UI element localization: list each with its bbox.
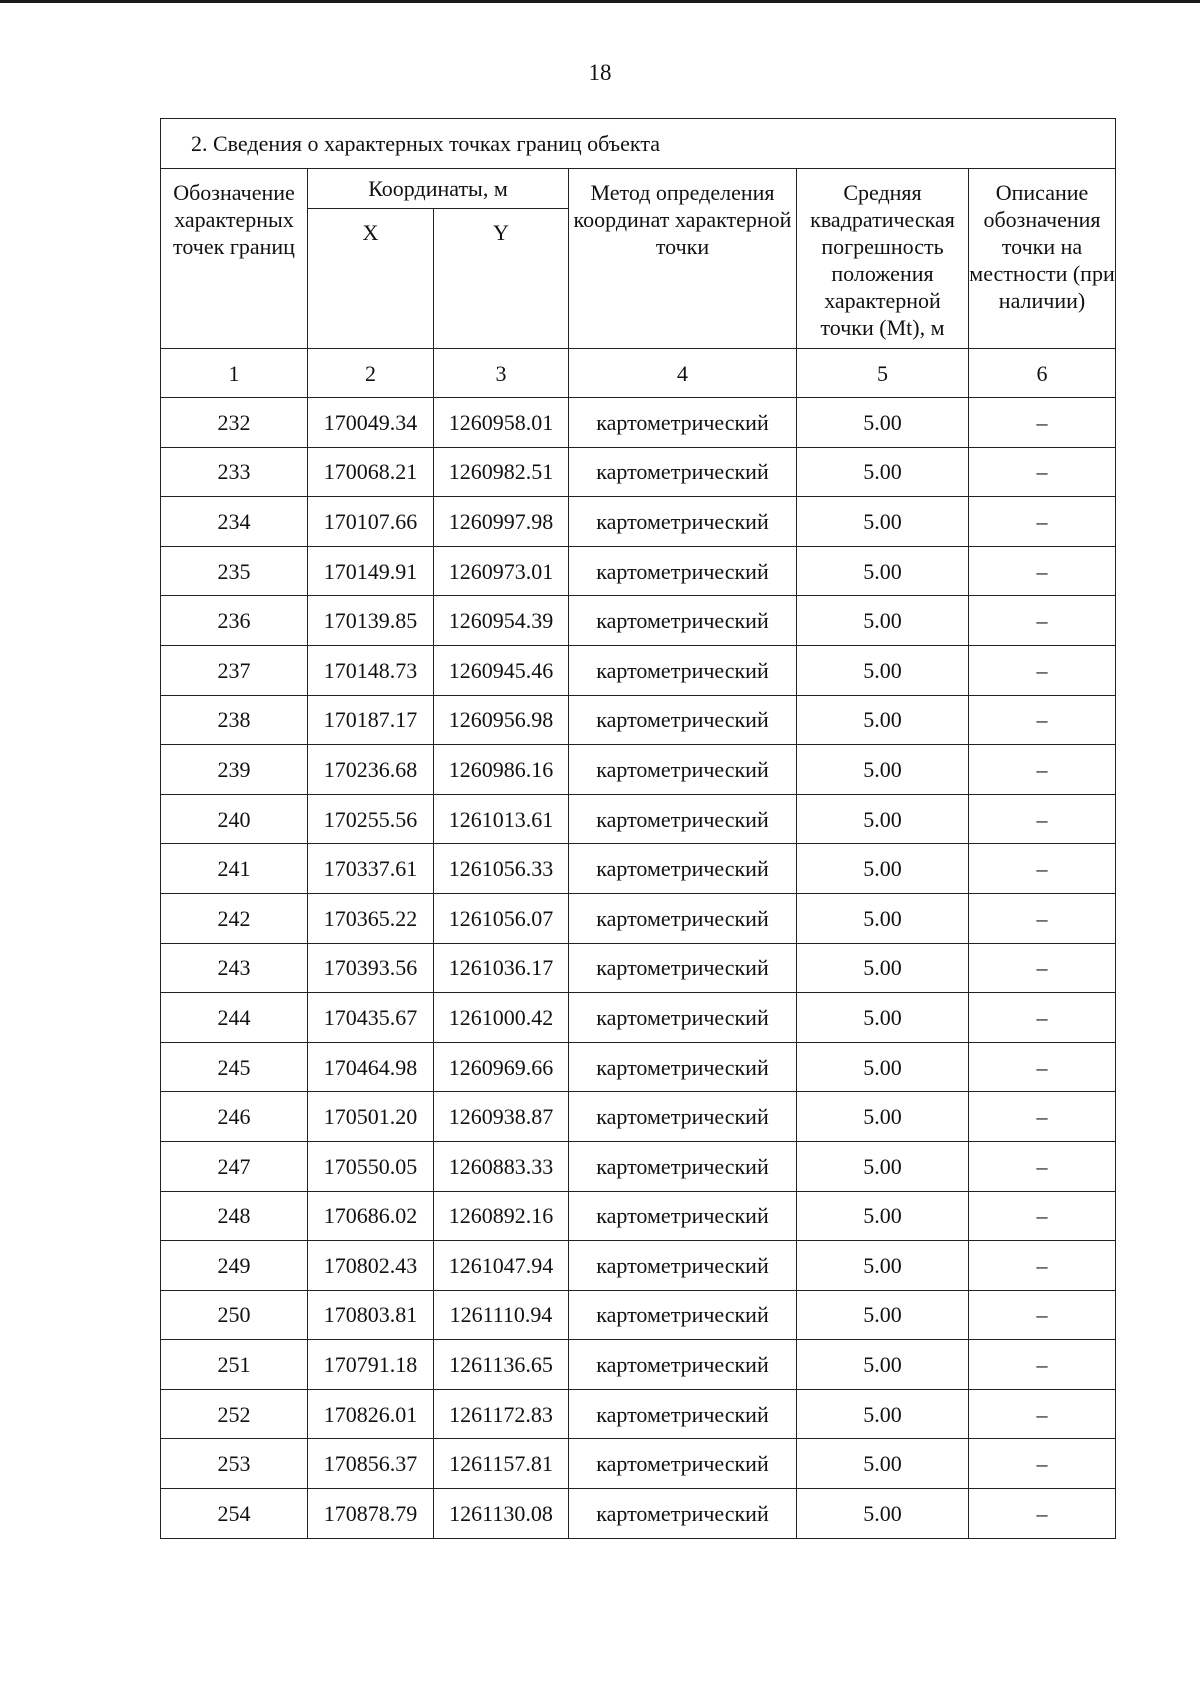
cell-y: 1261056.07 bbox=[434, 893, 569, 943]
cell-y: 1260969.66 bbox=[434, 1042, 569, 1092]
cell-y: 1260973.01 bbox=[434, 546, 569, 596]
cell-mt: 5.00 bbox=[797, 546, 969, 596]
cell-y: 1260982.51 bbox=[434, 447, 569, 497]
cell-description: – bbox=[969, 1389, 1116, 1439]
cell-y: 1261056.33 bbox=[434, 844, 569, 894]
table-row bbox=[161, 745, 1116, 795]
table-row bbox=[161, 546, 1116, 596]
cell-description: – bbox=[969, 1092, 1116, 1142]
cell-y: 1260883.33 bbox=[434, 1141, 569, 1191]
cell-method: картометрический bbox=[569, 1489, 797, 1539]
table-row bbox=[161, 447, 1116, 497]
cell-mt: 5.00 bbox=[797, 1191, 969, 1241]
cell-y: 1261036.17 bbox=[434, 943, 569, 993]
cell-description: – bbox=[969, 993, 1116, 1043]
cell-x: 170068.21 bbox=[308, 447, 434, 497]
table-row bbox=[161, 893, 1116, 943]
column-number: 4 bbox=[569, 349, 797, 398]
table-row bbox=[161, 1290, 1116, 1340]
cell-description: – bbox=[969, 1489, 1116, 1539]
table-row bbox=[161, 1141, 1116, 1191]
cell-x: 170878.79 bbox=[308, 1489, 434, 1539]
header-coordinates: Координаты, м bbox=[308, 169, 569, 209]
cell-point-id: 244 bbox=[161, 993, 308, 1043]
cell-method: картометрический bbox=[569, 1290, 797, 1340]
cell-x: 170435.67 bbox=[308, 993, 434, 1043]
cell-point-id: 247 bbox=[161, 1141, 308, 1191]
cell-point-id: 239 bbox=[161, 745, 308, 795]
table-row bbox=[161, 497, 1116, 547]
cell-x: 170791.18 bbox=[308, 1340, 434, 1390]
table-row bbox=[161, 844, 1116, 894]
column-number: 1 bbox=[161, 349, 308, 398]
table-row bbox=[161, 943, 1116, 993]
cell-point-id: 238 bbox=[161, 695, 308, 745]
table-row bbox=[161, 1439, 1116, 1489]
cell-description: – bbox=[969, 1439, 1116, 1489]
cell-description: – bbox=[969, 1042, 1116, 1092]
cell-point-id: 242 bbox=[161, 893, 308, 943]
cell-mt: 5.00 bbox=[797, 1340, 969, 1390]
table-row bbox=[161, 695, 1116, 745]
cell-point-id: 248 bbox=[161, 1191, 308, 1241]
table-row bbox=[161, 398, 1116, 448]
cell-y: 1260954.39 bbox=[434, 596, 569, 646]
cell-y: 1260956.98 bbox=[434, 695, 569, 745]
cell-mt: 5.00 bbox=[797, 1042, 969, 1092]
cell-y: 1261130.08 bbox=[434, 1489, 569, 1539]
cell-method: картометрический bbox=[569, 1439, 797, 1489]
column-number: 2 bbox=[308, 349, 434, 398]
cell-point-id: 250 bbox=[161, 1290, 308, 1340]
cell-method: картометрический bbox=[569, 546, 797, 596]
cell-method: картометрический bbox=[569, 1092, 797, 1142]
table-row bbox=[161, 1241, 1116, 1291]
cell-point-id: 249 bbox=[161, 1241, 308, 1291]
page-number: 18 bbox=[588, 60, 612, 85]
cell-mt: 5.00 bbox=[797, 993, 969, 1043]
cell-x: 170255.56 bbox=[308, 794, 434, 844]
boundary-points-table bbox=[160, 118, 1116, 1539]
cell-description: – bbox=[969, 447, 1116, 497]
cell-description: – bbox=[969, 943, 1116, 993]
cell-y: 1260938.87 bbox=[434, 1092, 569, 1142]
cell-x: 170464.98 bbox=[308, 1042, 434, 1092]
cell-x: 170393.56 bbox=[308, 943, 434, 993]
column-number: 3 bbox=[434, 349, 569, 398]
cell-mt: 5.00 bbox=[797, 1439, 969, 1489]
cell-description: – bbox=[969, 398, 1116, 448]
cell-description: – bbox=[969, 497, 1116, 547]
cell-point-id: 237 bbox=[161, 645, 308, 695]
cell-method: картометрический bbox=[569, 1042, 797, 1092]
header-description: Описание обозначения точки на местности (при наличии) bbox=[969, 169, 1116, 349]
cell-method: картометрический bbox=[569, 695, 797, 745]
table-row bbox=[161, 1389, 1116, 1439]
cell-x: 170826.01 bbox=[308, 1389, 434, 1439]
header-mean-error: Средняя квадратическая погрешность положения характерной точки (Mt), м bbox=[797, 169, 969, 349]
cell-method: картометрический bbox=[569, 447, 797, 497]
table-row bbox=[161, 1489, 1116, 1539]
cell-method: картометрический bbox=[569, 844, 797, 894]
cell-point-id: 246 bbox=[161, 1092, 308, 1142]
table-row bbox=[161, 1191, 1116, 1241]
cell-method: картометрический bbox=[569, 1141, 797, 1191]
table-row bbox=[161, 993, 1116, 1043]
cell-x: 170187.17 bbox=[308, 695, 434, 745]
cell-point-id: 234 bbox=[161, 497, 308, 547]
cell-mt: 5.00 bbox=[797, 1141, 969, 1191]
cell-mt: 5.00 bbox=[797, 1241, 969, 1291]
cell-description: – bbox=[969, 844, 1116, 894]
cell-point-id: 252 bbox=[161, 1389, 308, 1439]
column-number: 5 bbox=[797, 349, 969, 398]
cell-description: – bbox=[969, 596, 1116, 646]
table-row bbox=[161, 1340, 1116, 1390]
page-top-edge bbox=[0, 0, 1200, 3]
cell-point-id: 233 bbox=[161, 447, 308, 497]
cell-y: 1261047.94 bbox=[434, 1241, 569, 1291]
cell-x: 170365.22 bbox=[308, 893, 434, 943]
table-row bbox=[161, 596, 1116, 646]
cell-y: 1261136.65 bbox=[434, 1340, 569, 1390]
cell-mt: 5.00 bbox=[797, 745, 969, 795]
table-header-row bbox=[161, 169, 1116, 209]
cell-point-id: 240 bbox=[161, 794, 308, 844]
table-row bbox=[161, 645, 1116, 695]
table-row bbox=[161, 794, 1116, 844]
cell-mt: 5.00 bbox=[797, 794, 969, 844]
cell-description: – bbox=[969, 645, 1116, 695]
table-caption-row bbox=[161, 119, 1116, 169]
cell-method: картометрический bbox=[569, 398, 797, 448]
cell-x: 170236.68 bbox=[308, 745, 434, 795]
cell-description: – bbox=[969, 745, 1116, 795]
cell-method: картометрический bbox=[569, 943, 797, 993]
cell-method: картометрический bbox=[569, 645, 797, 695]
header-x: X bbox=[308, 209, 434, 349]
cell-point-id: 235 bbox=[161, 546, 308, 596]
cell-description: – bbox=[969, 1141, 1116, 1191]
cell-x: 170149.91 bbox=[308, 546, 434, 596]
cell-mt: 5.00 bbox=[797, 1489, 969, 1539]
cell-y: 1260945.46 bbox=[434, 645, 569, 695]
cell-description: – bbox=[969, 1191, 1116, 1241]
table-row bbox=[161, 1092, 1116, 1142]
cell-x: 170337.61 bbox=[308, 844, 434, 894]
cell-description: – bbox=[969, 893, 1116, 943]
cell-y: 1261172.83 bbox=[434, 1389, 569, 1439]
cell-description: – bbox=[969, 695, 1116, 745]
cell-x: 170803.81 bbox=[308, 1290, 434, 1340]
cell-mt: 5.00 bbox=[797, 596, 969, 646]
header-method: Метод определения координат характерной точки bbox=[569, 169, 797, 349]
cell-point-id: 232 bbox=[161, 398, 308, 448]
cell-method: картометрический bbox=[569, 745, 797, 795]
cell-x: 170049.34 bbox=[308, 398, 434, 448]
column-numbers-row bbox=[161, 349, 1116, 398]
cell-point-id: 253 bbox=[161, 1439, 308, 1489]
cell-method: картометрический bbox=[569, 497, 797, 547]
cell-mt: 5.00 bbox=[797, 1290, 969, 1340]
cell-description: – bbox=[969, 794, 1116, 844]
cell-mt: 5.00 bbox=[797, 844, 969, 894]
cell-method: картометрический bbox=[569, 893, 797, 943]
cell-mt: 5.00 bbox=[797, 645, 969, 695]
cell-point-id: 241 bbox=[161, 844, 308, 894]
cell-point-id: 245 bbox=[161, 1042, 308, 1092]
cell-y: 1261157.81 bbox=[434, 1439, 569, 1489]
cell-point-id: 236 bbox=[161, 596, 308, 646]
cell-mt: 5.00 bbox=[797, 497, 969, 547]
cell-method: картометрический bbox=[569, 1389, 797, 1439]
cell-x: 170139.85 bbox=[308, 596, 434, 646]
cell-x: 170501.20 bbox=[308, 1092, 434, 1142]
cell-y: 1261110.94 bbox=[434, 1290, 569, 1340]
cell-x: 170107.66 bbox=[308, 497, 434, 547]
cell-mt: 5.00 bbox=[797, 447, 969, 497]
cell-method: картометрический bbox=[569, 1340, 797, 1390]
cell-x: 170802.43 bbox=[308, 1241, 434, 1291]
cell-y: 1260892.16 bbox=[434, 1191, 569, 1241]
cell-mt: 5.00 bbox=[797, 943, 969, 993]
header-y: Y bbox=[434, 209, 569, 349]
cell-description: – bbox=[969, 1241, 1116, 1291]
column-number: 6 bbox=[969, 349, 1116, 398]
cell-mt: 5.00 bbox=[797, 695, 969, 745]
cell-x: 170686.02 bbox=[308, 1191, 434, 1241]
cell-x: 170856.37 bbox=[308, 1439, 434, 1489]
cell-method: картометрический bbox=[569, 596, 797, 646]
header-point-designation: Обозначение характерных точек границ bbox=[161, 169, 308, 349]
cell-x: 170148.73 bbox=[308, 645, 434, 695]
cell-y: 1260986.16 bbox=[434, 745, 569, 795]
cell-mt: 5.00 bbox=[797, 1092, 969, 1142]
cell-point-id: 243 bbox=[161, 943, 308, 993]
cell-y: 1260958.01 bbox=[434, 398, 569, 448]
cell-y: 1261013.61 bbox=[434, 794, 569, 844]
table-row bbox=[161, 1042, 1116, 1092]
cell-description: – bbox=[969, 1290, 1116, 1340]
cell-y: 1261000.42 bbox=[434, 993, 569, 1043]
cell-x: 170550.05 bbox=[308, 1141, 434, 1191]
cell-method: картометрический bbox=[569, 794, 797, 844]
cell-description: – bbox=[969, 1340, 1116, 1390]
cell-mt: 5.00 bbox=[797, 1389, 969, 1439]
cell-method: картометрический bbox=[569, 993, 797, 1043]
cell-method: картометрический bbox=[569, 1241, 797, 1291]
cell-y: 1260997.98 bbox=[434, 497, 569, 547]
cell-mt: 5.00 bbox=[797, 893, 969, 943]
table-caption: 2. Сведения о характерных точках границ объекта bbox=[161, 119, 1116, 169]
cell-point-id: 254 bbox=[161, 1489, 308, 1539]
cell-mt: 5.00 bbox=[797, 398, 969, 448]
cell-method: картометрический bbox=[569, 1191, 797, 1241]
cell-description: – bbox=[969, 546, 1116, 596]
cell-point-id: 251 bbox=[161, 1340, 308, 1390]
